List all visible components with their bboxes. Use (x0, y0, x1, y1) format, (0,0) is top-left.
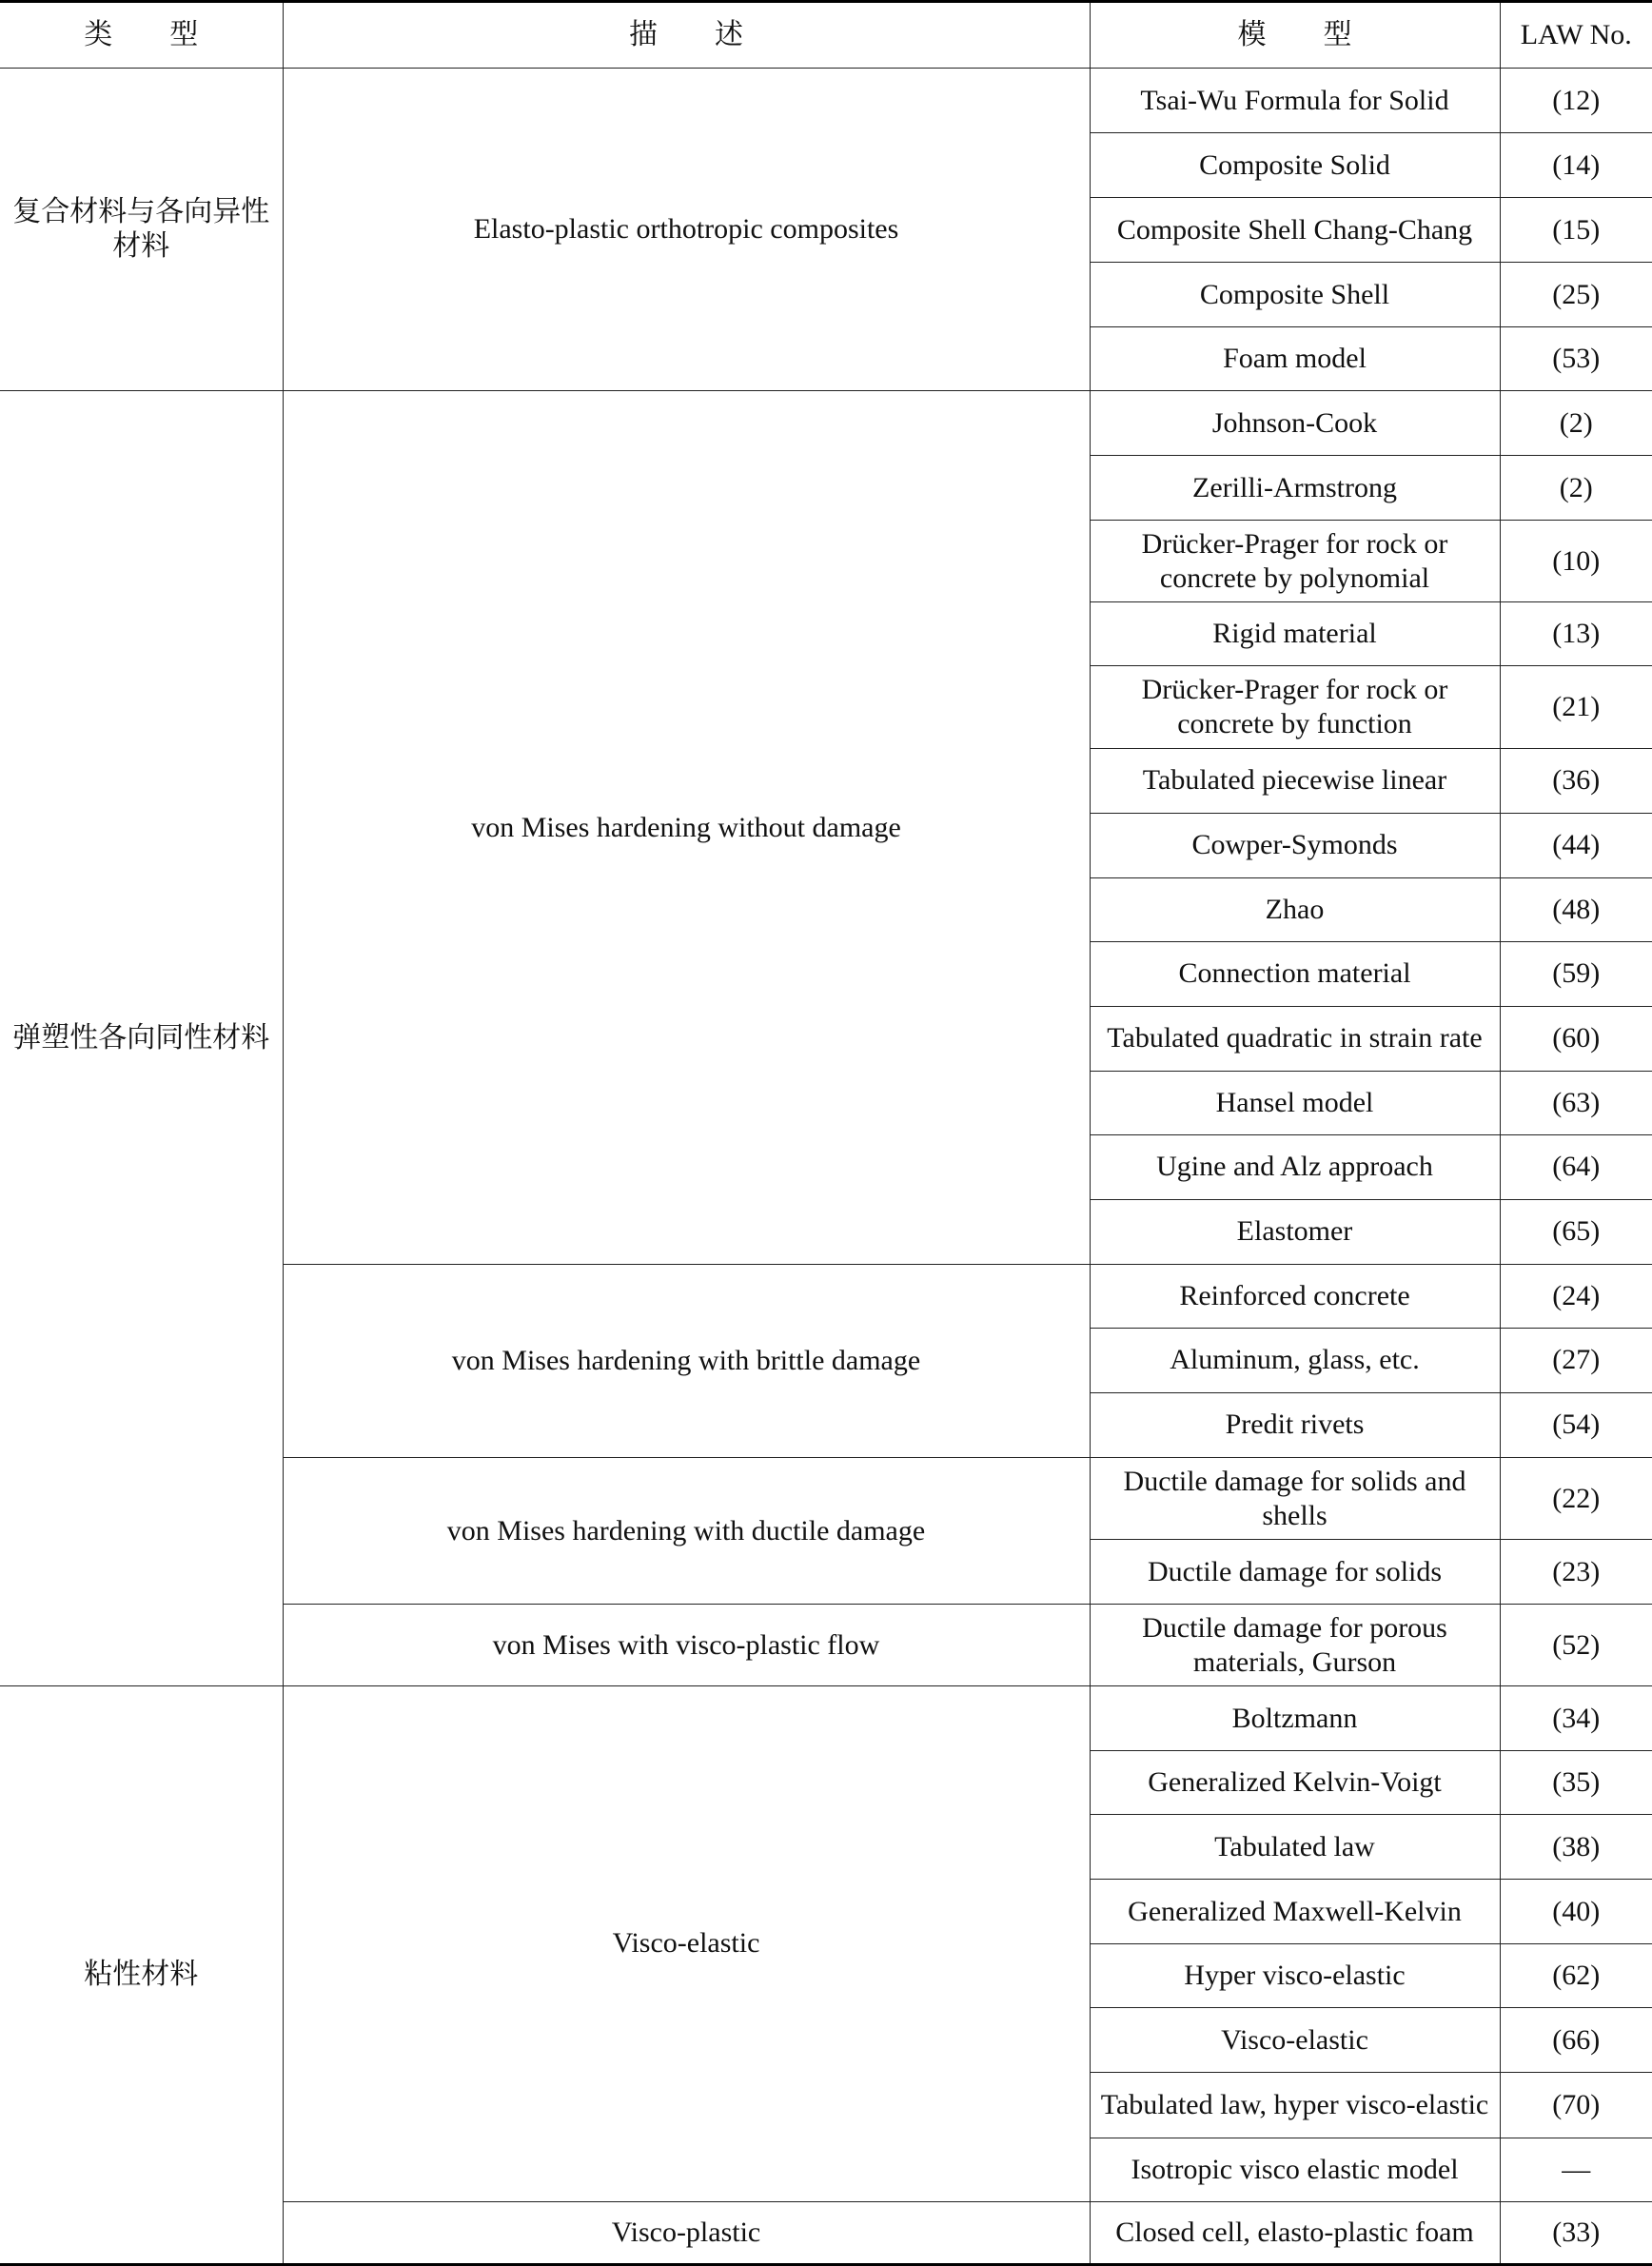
law-number-cell: (24) (1500, 1264, 1652, 1328)
model-cell: Cowper-Symonds (1090, 813, 1500, 877)
model-cell: Ductile damage for porous materials, Gurson (1090, 1605, 1500, 1686)
model-cell: Zerilli-Armstrong (1090, 456, 1500, 521)
description-cell: Visco-elastic (283, 1686, 1090, 2201)
law-number-cell: (53) (1500, 327, 1652, 391)
description-cell: von Mises hardening without damage (283, 391, 1090, 1265)
type-cell: 粘性材料 (0, 1686, 283, 2265)
law-number-cell: (2) (1500, 391, 1652, 456)
model-cell: Hansel model (1090, 1071, 1500, 1134)
law-number-cell: (54) (1500, 1392, 1652, 1457)
law-number-cell: (13) (1500, 602, 1652, 666)
description-cell: Elasto-plastic orthotropic composites (283, 69, 1090, 391)
law-number-cell: (66) (1500, 2008, 1652, 2073)
law-number-cell: (40) (1500, 1880, 1652, 1944)
model-cell: Johnson-Cook (1090, 391, 1500, 456)
law-number-cell: (70) (1500, 2073, 1652, 2138)
model-cell: Composite Shell Chang-Chang (1090, 198, 1500, 263)
model-cell: Visco-elastic (1090, 2008, 1500, 2073)
law-number-cell: (14) (1500, 133, 1652, 198)
type-cell: 复合材料与各向异性材料 (0, 69, 283, 391)
law-number-cell: (10) (1500, 521, 1652, 602)
law-number-cell: (44) (1500, 813, 1652, 877)
description-cell: von Mises hardening with ductile damage (283, 1458, 1090, 1605)
law-number-cell: (21) (1500, 666, 1652, 748)
law-number-cell: (23) (1500, 1540, 1652, 1605)
law-number-cell: (27) (1500, 1328, 1652, 1392)
header-model: 模 型 (1090, 2, 1500, 69)
law-number-cell: (34) (1500, 1686, 1652, 1751)
table-row (0, 69, 1652, 133)
law-number-cell: (22) (1500, 1458, 1652, 1540)
model-cell: Rigid material (1090, 602, 1500, 666)
header-law-no: LAW No. (1500, 2, 1652, 69)
model-cell: Foam model (1090, 327, 1500, 391)
law-number-cell: (33) (1500, 2201, 1652, 2264)
model-cell: Tsai-Wu Formula for Solid (1090, 69, 1500, 133)
law-number-cell: (36) (1500, 748, 1652, 813)
model-cell: Drücker-Prager for rock or concrete by polynomial (1090, 521, 1500, 602)
model-cell: Connection material (1090, 941, 1500, 1006)
law-number-cell: (35) (1500, 1751, 1652, 1815)
model-cell: Zhao (1090, 877, 1500, 941)
model-cell: Tabulated law (1090, 1815, 1500, 1880)
description-cell: von Mises hardening with brittle damage (283, 1264, 1090, 1457)
model-cell: Composite Solid (1090, 133, 1500, 198)
model-cell: Ugine and Alz approach (1090, 1134, 1500, 1199)
model-cell: Tabulated piecewise linear (1090, 748, 1500, 813)
model-cell: Tabulated law, hyper visco-elastic (1090, 2073, 1500, 2138)
model-cell: Ductile damage for solids and shells (1090, 1458, 1500, 1540)
model-cell: Hyper visco-elastic (1090, 1944, 1500, 2008)
model-cell: Drücker-Prager for rock or concrete by function (1090, 666, 1500, 748)
law-number-cell: (59) (1500, 941, 1652, 1006)
model-cell: Elastomer (1090, 1199, 1500, 1264)
model-cell: Composite Shell (1090, 263, 1500, 327)
law-number-cell: (52) (1500, 1605, 1652, 1686)
law-number-cell: (25) (1500, 263, 1652, 327)
law-number-cell: (64) (1500, 1134, 1652, 1199)
model-cell: Generalized Kelvin-Voigt (1090, 1751, 1500, 1815)
table-row (0, 1686, 1652, 1751)
law-number-cell: (48) (1500, 877, 1652, 941)
model-cell: Isotropic visco elastic model (1090, 2138, 1500, 2201)
law-number-cell: — (1500, 2138, 1652, 2201)
law-number-cell: (12) (1500, 69, 1652, 133)
header-row (0, 2, 1652, 69)
model-cell: Predit rivets (1090, 1392, 1500, 1457)
law-number-cell: (62) (1500, 1944, 1652, 2008)
model-cell: Generalized Maxwell-Kelvin (1090, 1880, 1500, 1944)
description-cell: von Mises with visco-plastic flow (283, 1605, 1090, 1686)
header-description: 描 述 (283, 2, 1090, 69)
model-cell: Ductile damage for solids (1090, 1540, 1500, 1605)
model-cell: Tabulated quadratic in strain rate (1090, 1006, 1500, 1071)
law-number-cell: (65) (1500, 1199, 1652, 1264)
law-number-cell: (15) (1500, 198, 1652, 263)
model-cell: Aluminum, glass, etc. (1090, 1328, 1500, 1392)
law-number-cell: (2) (1500, 456, 1652, 521)
table-row (0, 391, 1652, 456)
description-cell: Visco-plastic (283, 2201, 1090, 2264)
model-cell: Boltzmann (1090, 1686, 1500, 1751)
law-number-cell: (63) (1500, 1071, 1652, 1134)
model-cell: Closed cell, elasto-plastic foam (1090, 2201, 1500, 2264)
type-cell: 弹塑性各向同性材料 (0, 391, 283, 1686)
model-cell: Reinforced concrete (1090, 1264, 1500, 1328)
law-number-cell: (60) (1500, 1006, 1652, 1071)
law-number-cell: (38) (1500, 1815, 1652, 1880)
header-type: 类 型 (0, 2, 283, 69)
